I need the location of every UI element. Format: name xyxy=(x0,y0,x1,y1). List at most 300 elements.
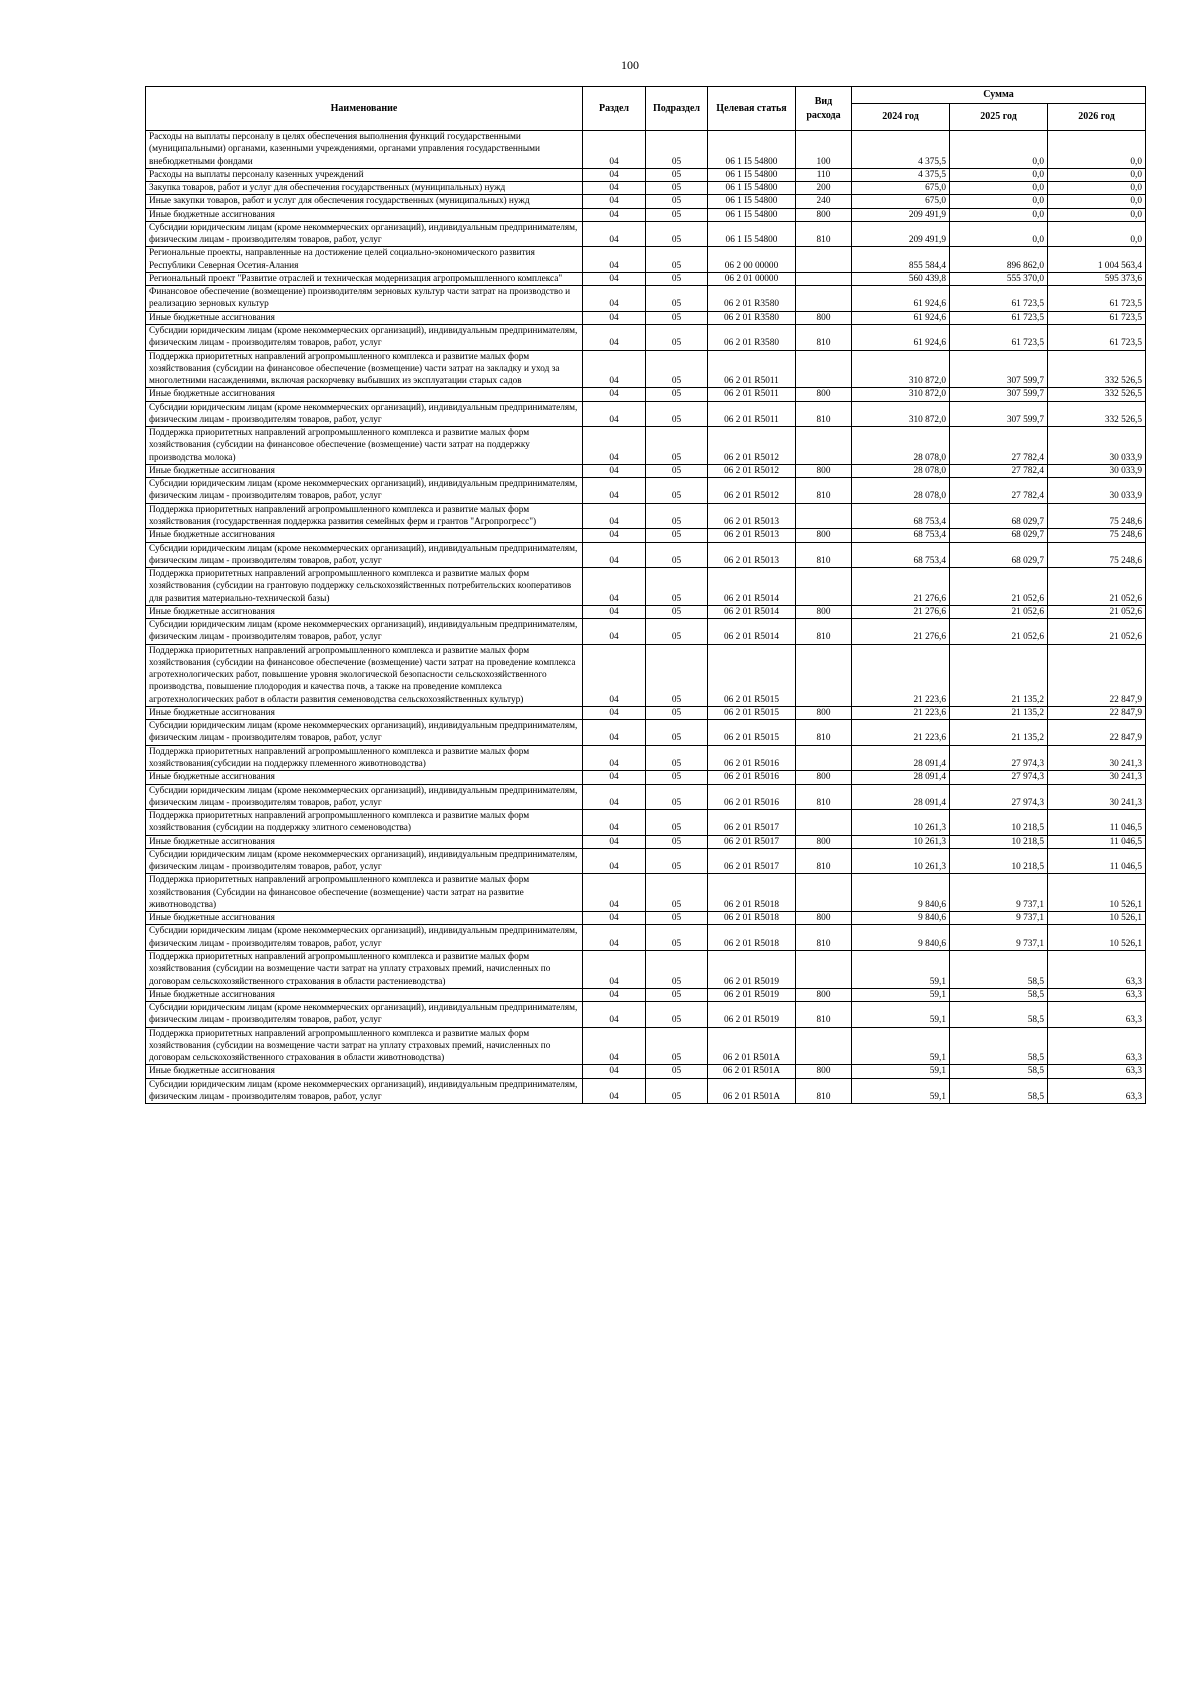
table-row xyxy=(146,720,1146,746)
row-sum-2026: 30 033,9 xyxy=(1048,478,1146,504)
row-sum-2025: 58,5 xyxy=(950,988,1048,1001)
row-razdel: 04 xyxy=(583,286,646,312)
row-sum-2026: 30 241,3 xyxy=(1048,784,1146,810)
table-row xyxy=(146,784,1146,810)
row-podrazdel: 05 xyxy=(646,208,708,221)
row-sum-2024: 59,1 xyxy=(852,951,950,989)
table-row xyxy=(146,835,1146,848)
row-sum-2025: 21 135,2 xyxy=(950,706,1048,719)
row-podrazdel: 05 xyxy=(646,720,708,746)
row-razdel: 04 xyxy=(583,529,646,542)
row-podrazdel: 05 xyxy=(646,848,708,874)
row-podrazdel: 05 xyxy=(646,311,708,324)
header-2024: 2024 год xyxy=(852,104,950,131)
table-row xyxy=(146,182,1146,195)
row-podrazdel: 05 xyxy=(646,427,708,465)
row-sum-2024: 21 276,6 xyxy=(852,568,950,606)
row-vid: 800 xyxy=(796,388,852,401)
row-vid: 810 xyxy=(796,324,852,350)
row-sum-2025: 896 862,0 xyxy=(950,247,1048,273)
header-podrazdel: Подраздел xyxy=(646,87,708,131)
row-sum-2025: 10 218,5 xyxy=(950,848,1048,874)
row-sum-2025: 0,0 xyxy=(950,195,1048,208)
row-podrazdel: 05 xyxy=(646,168,708,181)
row-sum-2026: 0,0 xyxy=(1048,168,1146,181)
table-row xyxy=(146,1065,1146,1078)
row-podrazdel: 05 xyxy=(646,644,708,706)
row-sum-2026: 22 847,9 xyxy=(1048,706,1146,719)
row-podrazdel: 05 xyxy=(646,951,708,989)
row-target: 06 2 01 00000 xyxy=(708,272,796,285)
row-podrazdel: 05 xyxy=(646,221,708,247)
row-target: 06 2 01 R5018 xyxy=(708,874,796,912)
row-name: Региональные проекты, направленные на достижение целей социально-экономического развития Республики Северная Осетия-Алания xyxy=(146,247,583,273)
row-vid: 800 xyxy=(796,912,852,925)
row-name: Поддержка приоритетных направлений агропромышленного комплекса и развитие малых форм хозяйствования (Субсидии на финансовое обеспечение (возмещение) части затрат на развитие животноводства) xyxy=(146,874,583,912)
row-target: 06 2 01 R5012 xyxy=(708,478,796,504)
row-razdel: 04 xyxy=(583,784,646,810)
row-razdel: 04 xyxy=(583,874,646,912)
row-sum-2025: 9 737,1 xyxy=(950,874,1048,912)
row-sum-2024: 675,0 xyxy=(852,195,950,208)
row-name: Иные бюджетные ассигнования xyxy=(146,464,583,477)
row-target: 06 2 01 R5019 xyxy=(708,988,796,1001)
table-row xyxy=(146,401,1146,427)
row-razdel: 04 xyxy=(583,810,646,836)
row-sum-2024: 59,1 xyxy=(852,1065,950,1078)
table-row xyxy=(146,311,1146,324)
row-podrazdel: 05 xyxy=(646,988,708,1001)
row-vid: 200 xyxy=(796,182,852,195)
row-podrazdel: 05 xyxy=(646,784,708,810)
row-sum-2024: 21 223,6 xyxy=(852,720,950,746)
row-sum-2026: 63,3 xyxy=(1048,988,1146,1001)
row-podrazdel: 05 xyxy=(646,771,708,784)
row-vid: 800 xyxy=(796,529,852,542)
row-sum-2024: 9 840,6 xyxy=(852,925,950,951)
row-vid: 810 xyxy=(796,784,852,810)
table-body xyxy=(146,131,1146,1104)
row-razdel: 04 xyxy=(583,388,646,401)
table-row xyxy=(146,925,1146,951)
row-target: 06 2 01 R5015 xyxy=(708,644,796,706)
table-row xyxy=(146,568,1146,606)
row-sum-2025: 68 029,7 xyxy=(950,529,1048,542)
row-sum-2026: 0,0 xyxy=(1048,221,1146,247)
row-sum-2025: 0,0 xyxy=(950,208,1048,221)
row-target: 06 2 01 R3580 xyxy=(708,311,796,324)
row-name: Поддержка приоритетных направлений агропромышленного комплекса и развитие малых форм хозяйствования (субсидии на возмещение части затрат на уплату страховых премий, начисленных по договорам сельскохозяйственного страхования в области растениеводства) xyxy=(146,951,583,989)
row-vid xyxy=(796,1027,852,1065)
row-podrazdel: 05 xyxy=(646,706,708,719)
row-podrazdel: 05 xyxy=(646,478,708,504)
row-sum-2024: 59,1 xyxy=(852,988,950,1001)
table-row xyxy=(146,247,1146,273)
row-sum-2024: 209 491,9 xyxy=(852,221,950,247)
row-sum-2024: 28 091,4 xyxy=(852,771,950,784)
row-sum-2026: 61 723,5 xyxy=(1048,311,1146,324)
row-name: Иные бюджетные ассигнования xyxy=(146,1065,583,1078)
row-podrazdel: 05 xyxy=(646,182,708,195)
row-razdel: 04 xyxy=(583,503,646,529)
row-razdel: 04 xyxy=(583,605,646,618)
table-row xyxy=(146,874,1146,912)
row-target: 06 2 01 R5015 xyxy=(708,720,796,746)
table-row xyxy=(146,208,1146,221)
row-razdel: 04 xyxy=(583,350,646,388)
table-row xyxy=(146,542,1146,568)
row-vid: 110 xyxy=(796,168,852,181)
table-row xyxy=(146,848,1146,874)
row-sum-2024: 68 753,4 xyxy=(852,542,950,568)
row-name: Поддержка приоритетных направлений агропромышленного комплекса и развитие малых форм хозяйствования (субсидии на возмещение части затрат на уплату страховых премий, начисленных по договорам сельскохозяйственного страхования в области животноводства) xyxy=(146,1027,583,1065)
row-sum-2026: 10 526,1 xyxy=(1048,874,1146,912)
row-podrazdel: 05 xyxy=(646,542,708,568)
row-razdel: 04 xyxy=(583,706,646,719)
header-razdel: Раздел xyxy=(583,87,646,131)
row-name: Поддержка приоритетных направлений агропромышленного комплекса и развитие малых форм хозяйствования (субсидии на финансовое обеспечение (возмещение) части затрат на проведение комплекса агротехнологических работ, повышение уровня экологической безопасности сельскохозяйственного производства, повышение плодородия и качества почв, а также на проведение комплекса агротехнологических работ в области развития семеноводства сельскохозяйственных культур) xyxy=(146,644,583,706)
header-2025: 2025 год xyxy=(950,104,1048,131)
row-podrazdel: 05 xyxy=(646,619,708,645)
row-sum-2026: 75 248,6 xyxy=(1048,503,1146,529)
row-name: Иные закупки товаров, работ и услуг для обеспечения государственных (муниципальных) нужд xyxy=(146,195,583,208)
row-sum-2026: 63,3 xyxy=(1048,1002,1146,1028)
row-podrazdel: 05 xyxy=(646,286,708,312)
header-name: Наименование xyxy=(146,87,583,131)
table-row xyxy=(146,745,1146,771)
row-razdel: 04 xyxy=(583,168,646,181)
row-name: Субсидии юридическим лицам (кроме некоммерческих организаций), индивидуальным предпринимателям, физическим лицам - производителям товаров, работ, услуг xyxy=(146,221,583,247)
page-number: 100 xyxy=(621,58,639,72)
row-razdel: 04 xyxy=(583,131,646,169)
table-row xyxy=(146,195,1146,208)
row-sum-2024: 61 924,6 xyxy=(852,311,950,324)
table-row xyxy=(146,1027,1146,1065)
row-target: 06 2 01 R5011 xyxy=(708,350,796,388)
row-podrazdel: 05 xyxy=(646,529,708,542)
row-target: 06 2 01 R5016 xyxy=(708,784,796,810)
row-sum-2026: 332 526,5 xyxy=(1048,388,1146,401)
row-razdel: 04 xyxy=(583,247,646,273)
row-vid: 810 xyxy=(796,848,852,874)
table-row xyxy=(146,529,1146,542)
row-razdel: 04 xyxy=(583,182,646,195)
table-row xyxy=(146,464,1146,477)
row-vid: 800 xyxy=(796,464,852,477)
row-sum-2025: 0,0 xyxy=(950,131,1048,169)
row-sum-2026: 10 526,1 xyxy=(1048,912,1146,925)
row-razdel: 04 xyxy=(583,720,646,746)
row-razdel: 04 xyxy=(583,1027,646,1065)
row-sum-2024: 28 091,4 xyxy=(852,745,950,771)
table-row xyxy=(146,427,1146,465)
row-name: Иные бюджетные ассигнования xyxy=(146,835,583,848)
row-name: Иные бюджетные ассигнования xyxy=(146,529,583,542)
row-vid xyxy=(796,874,852,912)
row-target: 06 2 01 R5019 xyxy=(708,951,796,989)
row-sum-2026: 595 373,6 xyxy=(1048,272,1146,285)
row-sum-2026: 30 033,9 xyxy=(1048,464,1146,477)
row-sum-2025: 21 135,2 xyxy=(950,720,1048,746)
row-razdel: 04 xyxy=(583,208,646,221)
row-target: 06 2 01 R5014 xyxy=(708,568,796,606)
row-sum-2025: 21 135,2 xyxy=(950,644,1048,706)
row-vid xyxy=(796,745,852,771)
table-row xyxy=(146,1078,1146,1104)
row-sum-2026: 10 526,1 xyxy=(1048,925,1146,951)
table-row xyxy=(146,478,1146,504)
row-sum-2024: 10 261,3 xyxy=(852,835,950,848)
row-sum-2025: 9 737,1 xyxy=(950,912,1048,925)
header-2026: 2026 год xyxy=(1048,104,1146,131)
row-target: 06 2 01 R5012 xyxy=(708,464,796,477)
table-row xyxy=(146,503,1146,529)
row-razdel: 04 xyxy=(583,1065,646,1078)
row-sum-2024: 9 840,6 xyxy=(852,912,950,925)
row-vid: 810 xyxy=(796,720,852,746)
row-sum-2025: 27 974,3 xyxy=(950,771,1048,784)
row-name: Поддержка приоритетных направлений агропромышленного комплекса и развитие малых форм хозяйствования (субсидии на финансовое обеспечение (возмещение) части затрат на поддержку производства молока) xyxy=(146,427,583,465)
row-vid: 810 xyxy=(796,1002,852,1028)
row-sum-2024: 28 078,0 xyxy=(852,464,950,477)
row-sum-2026: 332 526,5 xyxy=(1048,401,1146,427)
row-podrazdel: 05 xyxy=(646,925,708,951)
row-target: 06 2 01 R5013 xyxy=(708,542,796,568)
row-sum-2026: 1 004 563,4 xyxy=(1048,247,1146,273)
row-vid xyxy=(796,272,852,285)
row-name: Субсидии юридическим лицам (кроме некоммерческих организаций), индивидуальным предпринимателям, физическим лицам - производителям товаров, работ, услуг xyxy=(146,401,583,427)
row-name: Иные бюджетные ассигнования xyxy=(146,912,583,925)
row-razdel: 04 xyxy=(583,568,646,606)
row-sum-2024: 68 753,4 xyxy=(852,503,950,529)
row-vid: 800 xyxy=(796,706,852,719)
row-sum-2025: 58,5 xyxy=(950,1065,1048,1078)
row-target: 06 2 01 R5019 xyxy=(708,1002,796,1028)
budget-table xyxy=(145,86,1146,1104)
row-name: Расходы на выплаты персоналу казенных учреждений xyxy=(146,168,583,181)
row-target: 06 2 01 R5017 xyxy=(708,810,796,836)
row-sum-2024: 10 261,3 xyxy=(852,848,950,874)
row-razdel: 04 xyxy=(583,988,646,1001)
row-vid xyxy=(796,350,852,388)
row-razdel: 04 xyxy=(583,221,646,247)
row-sum-2024: 675,0 xyxy=(852,182,950,195)
row-sum-2024: 21 223,6 xyxy=(852,644,950,706)
row-podrazdel: 05 xyxy=(646,745,708,771)
row-name: Поддержка приоритетных направлений агропромышленного комплекса и развитие малых форм хозяйствования (субсидии на финансовое обеспечение (возмещение) части затрат на закладку и уход за многолетними насаждениями, включая раскорчевку выбывших из эксплуатации старых садов xyxy=(146,350,583,388)
row-vid: 810 xyxy=(796,478,852,504)
row-target: 06 1 I5 54800 xyxy=(708,182,796,195)
row-name: Субсидии юридическим лицам (кроме некоммерческих организаций), индивидуальным предпринимателям, физическим лицам - производителям товаров, работ, услуг xyxy=(146,1002,583,1028)
row-sum-2026: 30 241,3 xyxy=(1048,745,1146,771)
row-razdel: 04 xyxy=(583,311,646,324)
row-sum-2025: 68 029,7 xyxy=(950,503,1048,529)
table-row xyxy=(146,810,1146,836)
row-target: 06 2 01 R5011 xyxy=(708,401,796,427)
row-sum-2024: 61 924,6 xyxy=(852,286,950,312)
row-vid: 800 xyxy=(796,605,852,618)
row-target: 06 1 I5 54800 xyxy=(708,168,796,181)
row-target: 06 2 01 R5013 xyxy=(708,529,796,542)
row-sum-2024: 59,1 xyxy=(852,1027,950,1065)
row-target: 06 2 01 R5016 xyxy=(708,771,796,784)
row-vid: 800 xyxy=(796,988,852,1001)
table-row xyxy=(146,272,1146,285)
row-podrazdel: 05 xyxy=(646,272,708,285)
row-sum-2025: 58,5 xyxy=(950,951,1048,989)
row-sum-2024: 21 276,6 xyxy=(852,619,950,645)
row-target: 06 2 01 R5011 xyxy=(708,388,796,401)
row-razdel: 04 xyxy=(583,324,646,350)
row-podrazdel: 05 xyxy=(646,1027,708,1065)
row-sum-2025: 0,0 xyxy=(950,182,1048,195)
table-row xyxy=(146,988,1146,1001)
row-target: 06 1 I5 54800 xyxy=(708,208,796,221)
row-target: 06 2 01 R5015 xyxy=(708,706,796,719)
row-razdel: 04 xyxy=(583,464,646,477)
row-sum-2026: 0,0 xyxy=(1048,208,1146,221)
row-podrazdel: 05 xyxy=(646,1078,708,1104)
row-razdel: 04 xyxy=(583,745,646,771)
row-name: Субсидии юридическим лицам (кроме некоммерческих организаций), индивидуальным предпринимателям, физическим лицам - производителям товаров, работ, услуг xyxy=(146,784,583,810)
row-sum-2026: 0,0 xyxy=(1048,182,1146,195)
row-sum-2026: 30 033,9 xyxy=(1048,427,1146,465)
row-name: Финансовое обеспечение (возмещение) производителям зерновых культур части затрат на производство и реализацию зерновых культур xyxy=(146,286,583,312)
table-row xyxy=(146,350,1146,388)
row-razdel: 04 xyxy=(583,1002,646,1028)
row-sum-2025: 27 782,4 xyxy=(950,464,1048,477)
row-podrazdel: 05 xyxy=(646,503,708,529)
table-row xyxy=(146,771,1146,784)
row-sum-2026: 11 046,5 xyxy=(1048,848,1146,874)
header-summa: Сумма xyxy=(852,87,1146,104)
table-row xyxy=(146,388,1146,401)
table-row xyxy=(146,286,1146,312)
row-sum-2024: 310 872,0 xyxy=(852,388,950,401)
row-target: 06 2 01 R501A xyxy=(708,1078,796,1104)
row-sum-2025: 0,0 xyxy=(950,168,1048,181)
row-sum-2024: 209 491,9 xyxy=(852,208,950,221)
row-razdel: 04 xyxy=(583,1078,646,1104)
row-name: Иные бюджетные ассигнования xyxy=(146,208,583,221)
row-name: Расходы на выплаты персоналу в целях обеспечения выполнения функций государственными (муниципальными) органами, казенными учреждениями, органами управления государственными внебюджетными фондами xyxy=(146,131,583,169)
row-target: 06 2 01 R5017 xyxy=(708,835,796,848)
row-target: 06 2 01 R5018 xyxy=(708,912,796,925)
row-razdel: 04 xyxy=(583,272,646,285)
row-sum-2026: 75 248,6 xyxy=(1048,542,1146,568)
row-sum-2026: 332 526,5 xyxy=(1048,350,1146,388)
row-sum-2025: 27 782,4 xyxy=(950,427,1048,465)
row-vid: 810 xyxy=(796,542,852,568)
row-target: 06 2 01 R501A xyxy=(708,1027,796,1065)
row-sum-2024: 10 261,3 xyxy=(852,810,950,836)
row-name: Поддержка приоритетных направлений агропромышленного комплекса и развитие малых форм хозяйствования (государственная поддержка развития семейных ферм и грантов "Агропрогресс") xyxy=(146,503,583,529)
row-podrazdel: 05 xyxy=(646,1002,708,1028)
row-name: Субсидии юридическим лицам (кроме некоммерческих организаций), индивидуальным предпринимателям, физическим лицам - производителям товаров, работ, услуг xyxy=(146,720,583,746)
row-sum-2026: 63,3 xyxy=(1048,1027,1146,1065)
row-razdel: 04 xyxy=(583,195,646,208)
table-row xyxy=(146,706,1146,719)
row-sum-2025: 27 974,3 xyxy=(950,784,1048,810)
row-sum-2024: 59,1 xyxy=(852,1002,950,1028)
table-row xyxy=(146,951,1146,989)
row-sum-2025: 307 599,7 xyxy=(950,388,1048,401)
row-name: Субсидии юридическим лицам (кроме некоммерческих организаций), индивидуальным предпринимателям, физическим лицам - производителям товаров, работ, услуг xyxy=(146,478,583,504)
row-razdel: 04 xyxy=(583,478,646,504)
row-target: 06 2 01 R5016 xyxy=(708,745,796,771)
row-sum-2024: 310 872,0 xyxy=(852,401,950,427)
row-sum-2026: 63,3 xyxy=(1048,951,1146,989)
row-name: Поддержка приоритетных направлений агропромышленного комплекса и развитие малых форм хозяйствования(субсидии на поддержку племенного животноводства) xyxy=(146,745,583,771)
row-sum-2026: 0,0 xyxy=(1048,131,1146,169)
row-sum-2025: 61 723,5 xyxy=(950,311,1048,324)
row-razdel: 04 xyxy=(583,951,646,989)
table-row xyxy=(146,619,1146,645)
table-row xyxy=(146,605,1146,618)
row-sum-2025: 58,5 xyxy=(950,1078,1048,1104)
row-vid xyxy=(796,427,852,465)
row-target: 06 2 01 R3580 xyxy=(708,324,796,350)
row-podrazdel: 05 xyxy=(646,195,708,208)
table-row xyxy=(146,1002,1146,1028)
row-podrazdel: 05 xyxy=(646,835,708,848)
row-sum-2025: 555 370,0 xyxy=(950,272,1048,285)
row-sum-2026: 21 052,6 xyxy=(1048,619,1146,645)
row-podrazdel: 05 xyxy=(646,324,708,350)
row-sum-2024: 68 753,4 xyxy=(852,529,950,542)
row-podrazdel: 05 xyxy=(646,568,708,606)
row-vid: 240 xyxy=(796,195,852,208)
row-vid: 810 xyxy=(796,401,852,427)
table-row xyxy=(146,912,1146,925)
row-target: 06 2 01 R5017 xyxy=(708,848,796,874)
row-name: Иные бюджетные ассигнования xyxy=(146,605,583,618)
row-podrazdel: 05 xyxy=(646,912,708,925)
row-vid xyxy=(796,503,852,529)
row-razdel: 04 xyxy=(583,401,646,427)
row-sum-2025: 307 599,7 xyxy=(950,401,1048,427)
row-podrazdel: 05 xyxy=(646,247,708,273)
row-razdel: 04 xyxy=(583,771,646,784)
row-podrazdel: 05 xyxy=(646,401,708,427)
row-vid xyxy=(796,568,852,606)
row-sum-2024: 855 584,4 xyxy=(852,247,950,273)
row-vid: 810 xyxy=(796,221,852,247)
table-row xyxy=(146,131,1146,169)
row-sum-2024: 28 078,0 xyxy=(852,427,950,465)
row-vid: 810 xyxy=(796,925,852,951)
row-name: Субсидии юридическим лицам (кроме некоммерческих организаций), индивидуальным предпринимателям, физическим лицам - производителям товаров, работ, услуг xyxy=(146,1078,583,1104)
row-sum-2026: 30 241,3 xyxy=(1048,771,1146,784)
row-vid: 810 xyxy=(796,1078,852,1104)
row-sum-2024: 9 840,6 xyxy=(852,874,950,912)
row-sum-2026: 61 723,5 xyxy=(1048,324,1146,350)
row-sum-2025: 58,5 xyxy=(950,1027,1048,1065)
row-vid xyxy=(796,810,852,836)
row-sum-2026: 22 847,9 xyxy=(1048,720,1146,746)
row-sum-2024: 21 276,6 xyxy=(852,605,950,618)
table-row xyxy=(146,168,1146,181)
row-sum-2024: 61 924,6 xyxy=(852,324,950,350)
row-name: Субсидии юридическим лицам (кроме некоммерческих организаций), индивидуальным предпринимателям, физическим лицам - производителям товаров, работ, услуг xyxy=(146,619,583,645)
row-name: Субсидии юридическим лицам (кроме некоммерческих организаций), индивидуальным предпринимателям, физическим лицам - производителям товаров, работ, услуг xyxy=(146,925,583,951)
row-sum-2026: 61 723,5 xyxy=(1048,286,1146,312)
row-sum-2025: 307 599,7 xyxy=(950,350,1048,388)
row-vid xyxy=(796,286,852,312)
row-target: 06 1 I5 54800 xyxy=(708,221,796,247)
row-sum-2026: 0,0 xyxy=(1048,195,1146,208)
row-vid: 800 xyxy=(796,311,852,324)
